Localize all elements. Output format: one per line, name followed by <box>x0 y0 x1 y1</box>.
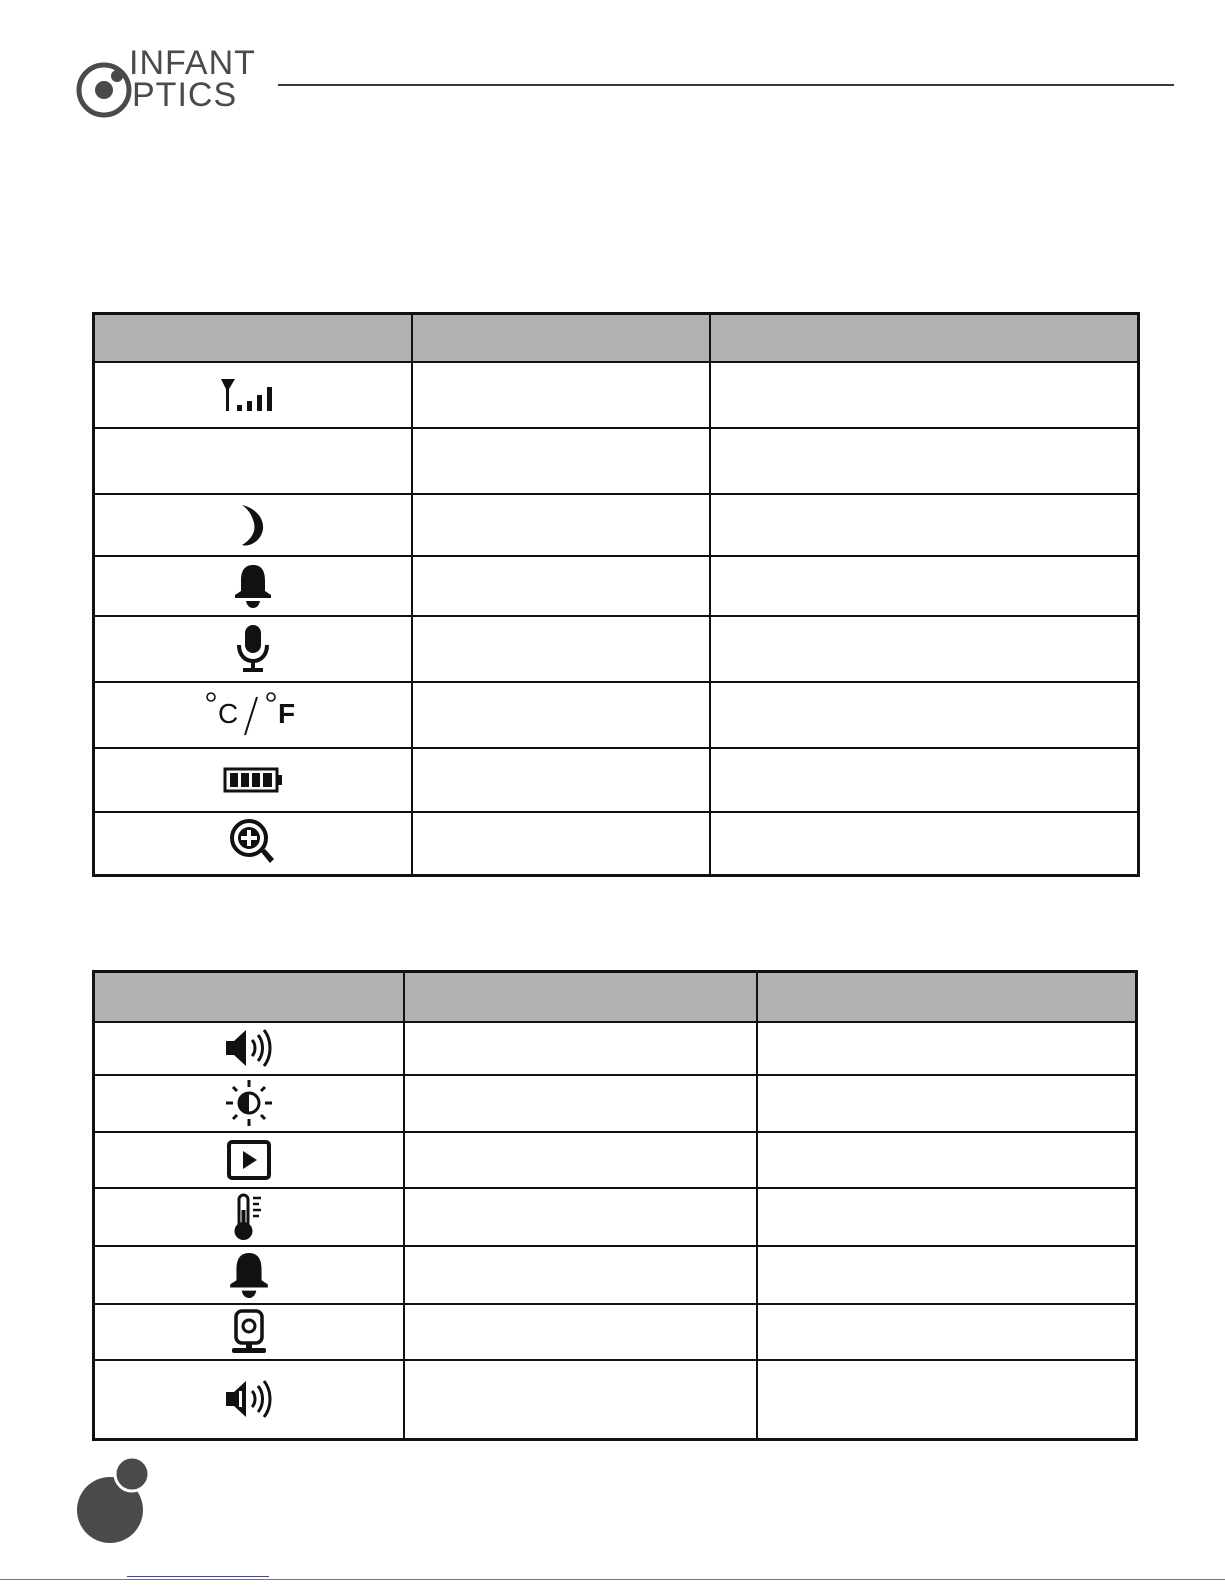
svg-text:C: C <box>217 697 238 729</box>
row-description <box>412 748 710 812</box>
row-description <box>404 1246 757 1304</box>
header-icon <box>94 972 404 1022</box>
menu-icons-table <box>92 970 1138 1441</box>
row-description <box>412 616 710 682</box>
header-rule <box>278 84 1174 86</box>
brightness-icon <box>224 1079 274 1127</box>
header-function <box>710 314 1139 362</box>
row-function <box>710 748 1139 812</box>
row-function <box>757 1246 1137 1304</box>
table-row <box>94 362 1139 428</box>
signal-strength-icon <box>219 377 287 413</box>
footer-link-underline[interactable] <box>127 1576 269 1577</box>
temperature-unit-icon <box>205 691 301 739</box>
row-function <box>710 682 1139 748</box>
row-description <box>404 1360 757 1440</box>
row-description <box>412 682 710 748</box>
table-row <box>94 428 1139 494</box>
alarm-bell-icon <box>226 1250 272 1300</box>
night-mode-moon-icon <box>238 503 268 547</box>
page-bottom-rule <box>0 1579 1225 1580</box>
row-function <box>757 1188 1137 1246</box>
row-function <box>757 1075 1137 1132</box>
header-function <box>757 972 1137 1022</box>
vox-speaker-icon <box>222 1377 276 1421</box>
brand-dot-decoration <box>76 1458 156 1558</box>
table-row <box>94 1246 1137 1304</box>
table-row <box>94 1304 1137 1360</box>
row-function <box>757 1022 1137 1075</box>
row-function <box>710 812 1139 876</box>
row-description <box>404 1304 757 1360</box>
play-lullaby-icon <box>226 1139 272 1181</box>
table-header-row <box>94 972 1137 1022</box>
zoom-in-icon <box>228 817 278 869</box>
table-row <box>94 1360 1137 1440</box>
header-description <box>412 314 710 362</box>
header-description <box>404 972 757 1022</box>
header-icon <box>94 314 412 362</box>
row-description <box>404 1132 757 1188</box>
infant-optics-logo <box>74 38 279 120</box>
battery-full-icon <box>223 766 283 794</box>
table-header-row <box>94 314 1139 362</box>
row-function <box>710 494 1139 556</box>
svg-text:INFANT: INFANT <box>129 44 256 82</box>
row-description <box>412 556 710 616</box>
row-description <box>412 812 710 876</box>
thermometer-icon <box>231 1192 267 1242</box>
table-row <box>94 494 1139 556</box>
row-description <box>412 494 710 556</box>
row-function <box>710 362 1139 428</box>
row-function <box>710 616 1139 682</box>
row-function <box>710 556 1139 616</box>
table-row <box>94 748 1139 812</box>
table-row <box>94 556 1139 616</box>
row-function <box>710 428 1139 494</box>
row-description <box>412 428 710 494</box>
table-row <box>94 812 1139 876</box>
svg-text:PTICS: PTICS <box>132 76 238 114</box>
table-row <box>94 1188 1137 1246</box>
table-row <box>94 1075 1137 1132</box>
alarm-bell-icon <box>231 563 275 609</box>
table-row <box>94 682 1139 748</box>
row-function <box>757 1360 1137 1440</box>
microphone-icon <box>235 623 271 675</box>
row-function <box>757 1304 1137 1360</box>
table-row <box>94 1022 1137 1075</box>
table-row <box>94 616 1139 682</box>
camera-icon <box>229 1308 269 1356</box>
row-description <box>412 362 710 428</box>
row-description <box>404 1075 757 1132</box>
row-description <box>404 1188 757 1246</box>
table-row <box>94 1132 1137 1188</box>
volume-icon <box>222 1026 276 1070</box>
row-description <box>404 1022 757 1075</box>
row-function <box>757 1132 1137 1188</box>
svg-text:F: F <box>277 697 295 729</box>
monitor-icons-table <box>92 312 1140 877</box>
